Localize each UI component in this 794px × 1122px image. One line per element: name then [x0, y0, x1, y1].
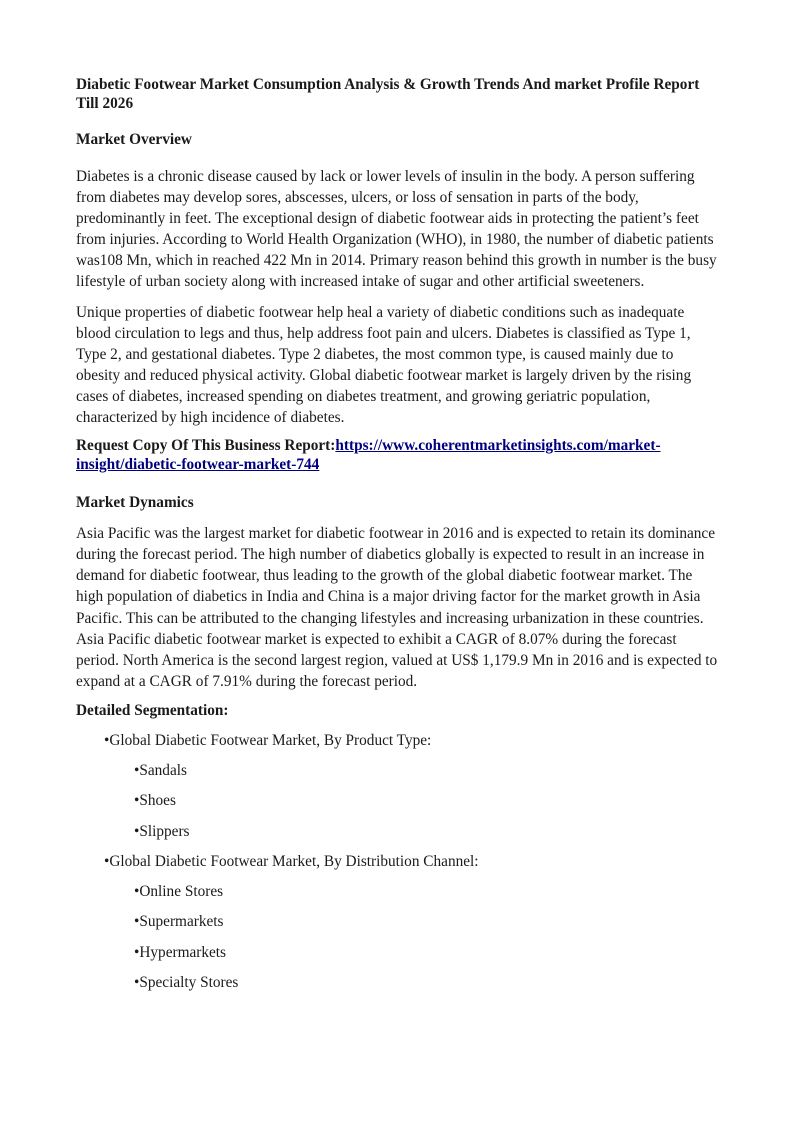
market-overview-heading: Market Overview [76, 131, 192, 148]
dynamics-paragraph: Asia Pacific was the largest market for diabetic footwear in 2016 and is expected to retain its dominance during the forecast period. The high number of diabetics globally is expected to result in an increase in demand for diabetic footwear, thus leading to the growth of the global diabetic footwear market. The high population of diabetics in India and China is a major driving factor for the market growth in Asia Pacific. This can be attributed to the changing lifestyles and increasing urbanization in these countries. Asia Pacific diabetic footwear market is expected to exhibit a CAGR of 8.07% during the forecast period. North America is the second largest region, valued at US$ 1,179.9 Mn in 2016 and is expected to expand at a CAGR of 7.91% during the forecast period. [76, 525, 718, 690]
market-dynamics-heading: Market Dynamics [76, 494, 194, 512]
segment-group-distribution-channel: •Global Diabetic Footwear Market, By Distribution Channel: [104, 853, 479, 871]
segment-group-product-type: •Global Diabetic Footwear Market, By Product Type: [104, 731, 432, 749]
list-item: •Online Stores [134, 883, 224, 901]
list-item: •Sandals [134, 761, 187, 779]
overview-paragraph-1: Diabetes is a chronic disease caused by lack or lower levels of insulin in the body. A person suffering from diabetes may develop sores, abscesses, ulcers, or loss of sensation in parts of the body, predominantly in feet. The exceptional design of diabetic footwear aids in protecting the patient’s feet from injuries. According to World Health Organization (WHO), in 1980, the number of diabetic patients was108 Mn, which in reached 422 Mn in 2014. Primary reason behind this growth in number is the busy lifestyle of urban society along with increased intake of sugar and other artificial sweeteners. [76, 168, 717, 291]
overview-paragraph-2: Unique properties of diabetic footwear help heal a variety of diabetic conditions such as inadequate blood circulation to legs and thus, help address foot pain and ulcers. Diabetes is classified as Type 1, Type 2, and gestational diabetes. Type 2 diabetes, the most common type, is caused mainly due to obesity and reduced physical activity. Global diabetic footwear market is largely driven by the rising cases of diabetes, increased spending on diabetes treatment, and growing geriatric population, characterized by high incidence of diabetes. [76, 303, 692, 427]
document-title: Diabetic Footwear Market Consumption Analysis & Growth Trends And market Profile Report Till 2026 [76, 76, 700, 112]
list-item: •Shoes [134, 792, 176, 810]
segmentation-heading: Detailed Segmentation: [76, 701, 229, 719]
list-item: •Hypermarkets [134, 943, 227, 961]
request-copy-line [76, 437, 720, 474]
report-link[interactable]: https://www.coherentmarketinsights.com/market-insight/diabetic-footwear-market-744 [76, 437, 661, 473]
list-item: •Specialty Stores [134, 974, 239, 992]
request-copy-label: Request Copy Of This Business Report: [76, 437, 336, 455]
list-item: •Slippers [134, 822, 190, 840]
list-item: •Supermarkets [134, 913, 224, 931]
document-page [76, 75, 720, 1004]
